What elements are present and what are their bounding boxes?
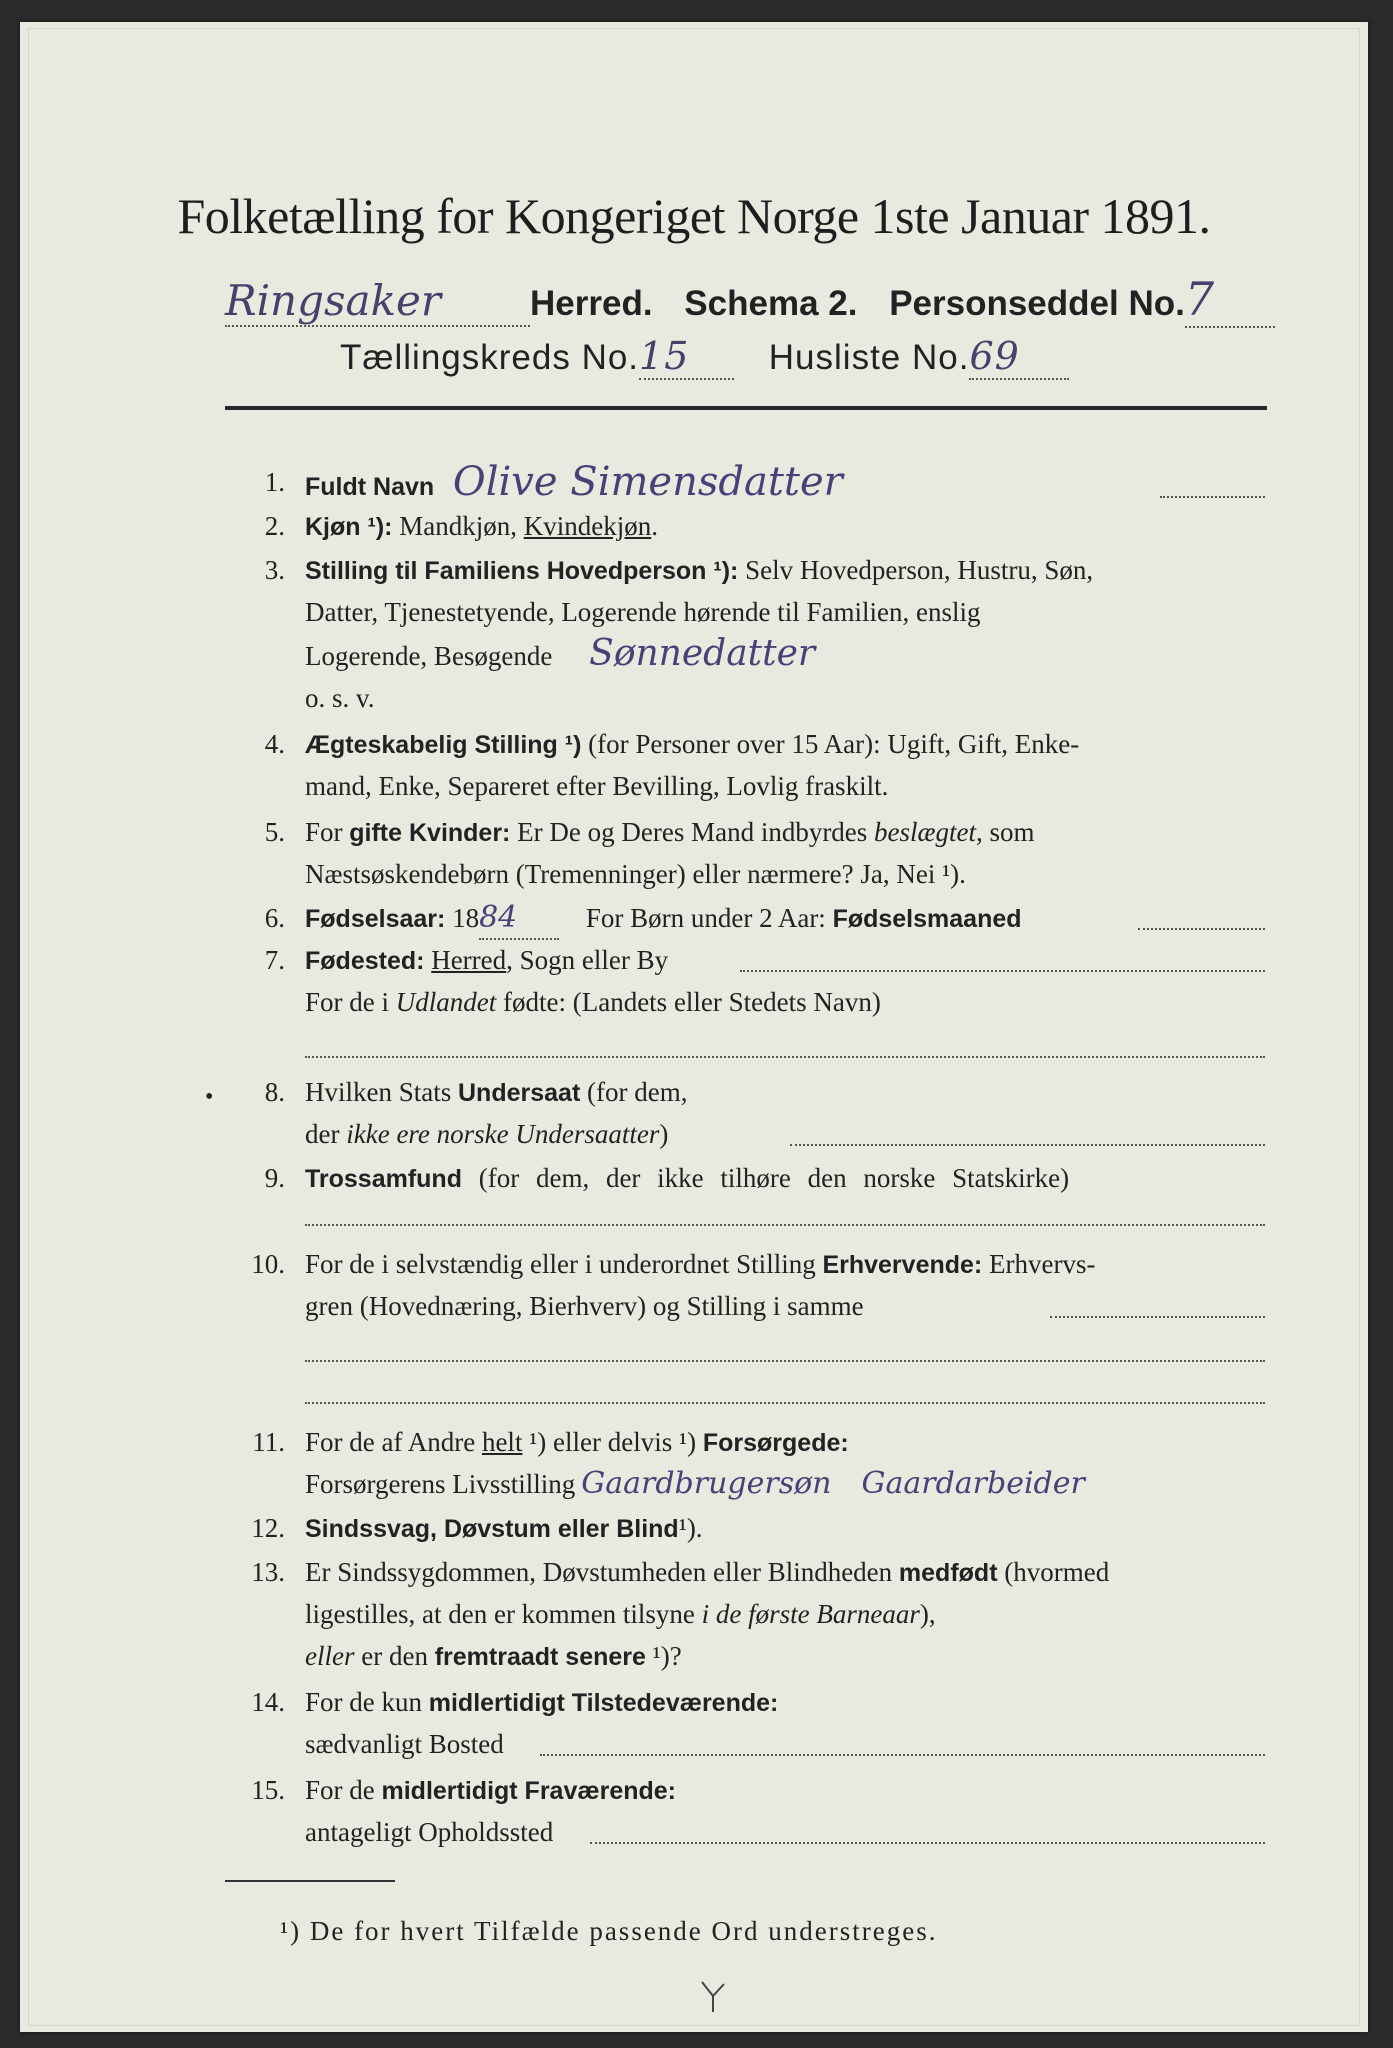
- item-label: Fødselsaar:: [305, 905, 446, 933]
- item-label: medfødt: [898, 1559, 998, 1587]
- item-text: mand, Enke, Separeret efter Bevilling, Lovlig fraskilt.: [305, 771, 889, 801]
- item-text: Næstsøskendebørn (Tremenninger) eller nærmere? Ja, Nei ¹).: [305, 859, 966, 889]
- item-number: 14.: [251, 1687, 285, 1717]
- form-title: Folketælling for Kongeriget Norge 1ste Januar 1891.: [177, 188, 1211, 244]
- item-text: (hvormed: [1004, 1557, 1110, 1587]
- kreds-handwritten: 15: [639, 334, 690, 378]
- item-label: Fødselsmaaned: [832, 905, 1022, 933]
- item-text: ): [659, 1119, 669, 1149]
- item-text: (for Personer over 15 Aar): Ugift, Gift, Enke-: [588, 729, 1080, 759]
- option-helt-underlined: helt: [481, 1427, 523, 1457]
- item-text: o. s. v.: [305, 683, 375, 713]
- item-number: 6.: [264, 903, 285, 933]
- item-text: Selv Hovedperson, Hustru, Søn,: [745, 555, 1094, 585]
- provider-handwritten-2: Gaardarbeider: [861, 1466, 1085, 1501]
- item-text: For: [305, 817, 343, 847]
- item-text: For de i selvstændig eller i underordnet Stilling: [305, 1249, 816, 1279]
- item-number: 5.: [264, 817, 285, 847]
- year-printed-prefix: 18: [452, 903, 480, 933]
- item-label: Fødested:: [305, 947, 425, 975]
- item-text-italic: Udlandet: [395, 987, 497, 1017]
- item-number: 4.: [264, 729, 285, 759]
- item-label: Ægteskabelig Stilling ¹): [305, 731, 582, 759]
- item-text: Hvilken Stats: [305, 1077, 452, 1107]
- item-label: Sindssvag, Døvstum eller Blind: [305, 1515, 679, 1543]
- option-male: Mandkjøn,: [399, 511, 517, 541]
- personseddel-handwritten: 7: [1184, 272, 1215, 326]
- item-label: Kjøn ¹):: [305, 513, 393, 541]
- footnote-divider: [225, 1880, 395, 1882]
- census-form-sheet: [20, 22, 1368, 2032]
- item-text: Er De og Deres Mand indbyrdes: [517, 817, 868, 847]
- item-text: Logerende, Besøgende: [305, 641, 553, 671]
- item-text: For de kun: [305, 1687, 422, 1717]
- item-text: For de i: [305, 987, 389, 1017]
- item-number: 2.: [264, 511, 285, 541]
- item-text: For de af Andre: [305, 1427, 476, 1457]
- item-text: som: [989, 817, 1035, 847]
- item-label: Forsørgede:: [702, 1429, 849, 1457]
- schema-label: Schema 2.: [684, 284, 858, 323]
- item-number: 15.: [251, 1775, 285, 1805]
- item-text: ¹) eller delvis ¹): [529, 1427, 697, 1457]
- item-label: Trossamfund: [305, 1165, 462, 1193]
- item-number: 11.: [252, 1427, 285, 1457]
- item-text: fødte: (Landets eller Stedets Navn): [503, 987, 881, 1017]
- item-text: For Børn under 2 Aar:: [585, 903, 826, 933]
- fill-line: [590, 1842, 1265, 1844]
- header-line-kreds: [340, 334, 1069, 380]
- fill-line: [1138, 928, 1265, 930]
- fill-line: [1050, 1316, 1265, 1318]
- item-label: fremtraadt senere: [434, 1643, 646, 1671]
- item-label: midlertidigt Fraværende:: [381, 1777, 676, 1805]
- item-text: gren (Hovednæring, Bierhverv) og Stilling i samme: [305, 1291, 864, 1321]
- margin-bullet: •: [205, 1084, 214, 1110]
- item-text: , Sogn eller By: [506, 945, 669, 975]
- item-text: Forsørgerens Livsstilling: [305, 1469, 576, 1499]
- item-label: midlertidigt Tilstedeværende:: [428, 1689, 779, 1717]
- fill-line: [305, 1360, 1265, 1362]
- item-number: 10.: [251, 1249, 285, 1279]
- item-label: Fuldt Navn: [305, 473, 435, 501]
- item-text: ligestilles, at den er kommen tilsyne: [305, 1599, 695, 1629]
- item-number: 1.: [264, 467, 285, 497]
- item-text: Er Sindssygdommen, Døvstumheden eller Blindheden: [305, 1557, 893, 1587]
- item-number: 3.: [264, 555, 285, 585]
- header-line-herred: [225, 272, 1275, 328]
- option-female-underlined: Kvindekjøn: [523, 511, 652, 541]
- item-text: Erhvervs-: [989, 1249, 1096, 1279]
- item-number: 7.: [264, 945, 285, 975]
- item-text: Datter, Tjenestetyende, Logerende hørende til Familien, enslig: [305, 597, 981, 627]
- item-text: antageligt Opholdssted: [305, 1817, 554, 1847]
- item-text-italic: i de første Barneaar: [701, 1599, 920, 1629]
- option-herred-underlined: Herred: [431, 945, 507, 975]
- fill-line: [740, 970, 1265, 972]
- year-handwritten: 84: [479, 900, 518, 935]
- herred-handwritten: Ringsaker: [225, 276, 441, 325]
- item-text-italic: beslægtet,: [874, 817, 983, 847]
- fill-line: [790, 1144, 1265, 1146]
- item-text-italic: ikke ere norske Undersaatter: [346, 1119, 660, 1149]
- item-text: ),: [919, 1599, 936, 1629]
- item-label: gifte Kvinder:: [349, 819, 511, 847]
- fill-line: [1160, 496, 1265, 498]
- fill-line: [305, 1224, 1265, 1226]
- item-text: For de: [305, 1775, 375, 1805]
- fill-line: [305, 1402, 1265, 1404]
- item-text: der: [305, 1119, 340, 1149]
- footnote: ¹) De for hvert Tilfælde passende Ord understreges.: [280, 1916, 938, 1946]
- fill-line: [540, 1754, 1265, 1756]
- position-handwritten: Sønnedatter: [589, 633, 816, 674]
- item-text: sædvanligt Bosted: [305, 1729, 504, 1759]
- item-label: Stilling til Familiens Hovedperson ¹):: [305, 557, 739, 585]
- header-divider: [225, 406, 1267, 410]
- item-text: er den: [361, 1641, 428, 1671]
- item-label: Erhvervende:: [822, 1251, 983, 1279]
- kreds-label: Tællingskreds No.: [340, 338, 640, 377]
- personseddel-label: Personseddel No.: [889, 284, 1185, 323]
- provider-handwritten: Gaardbrugersøn: [581, 1466, 832, 1501]
- item-text: ¹).: [678, 1513, 703, 1543]
- herred-label: Herred.: [530, 284, 653, 323]
- item-text-italic: eller: [305, 1641, 355, 1671]
- item-text: ¹)?: [652, 1641, 682, 1671]
- fill-line: [305, 1056, 1265, 1058]
- item-text: (for dem, der ikke tilhøre den norske Statskirke): [478, 1163, 1070, 1193]
- item-number: 12.: [251, 1513, 285, 1543]
- husliste-handwritten: 69: [969, 334, 1020, 378]
- item-text: (for dem,: [587, 1077, 688, 1107]
- binding-mark-icon: [700, 1980, 726, 2014]
- item-number: 9.: [264, 1163, 285, 1193]
- item-label: Undersaat: [458, 1079, 581, 1107]
- punct: .: [651, 511, 658, 541]
- item-number: 13.: [251, 1557, 285, 1587]
- name-handwritten: Olive Simensdatter: [452, 459, 843, 505]
- husliste-label: Husliste No.: [768, 338, 970, 377]
- item-number: 8.: [264, 1077, 285, 1107]
